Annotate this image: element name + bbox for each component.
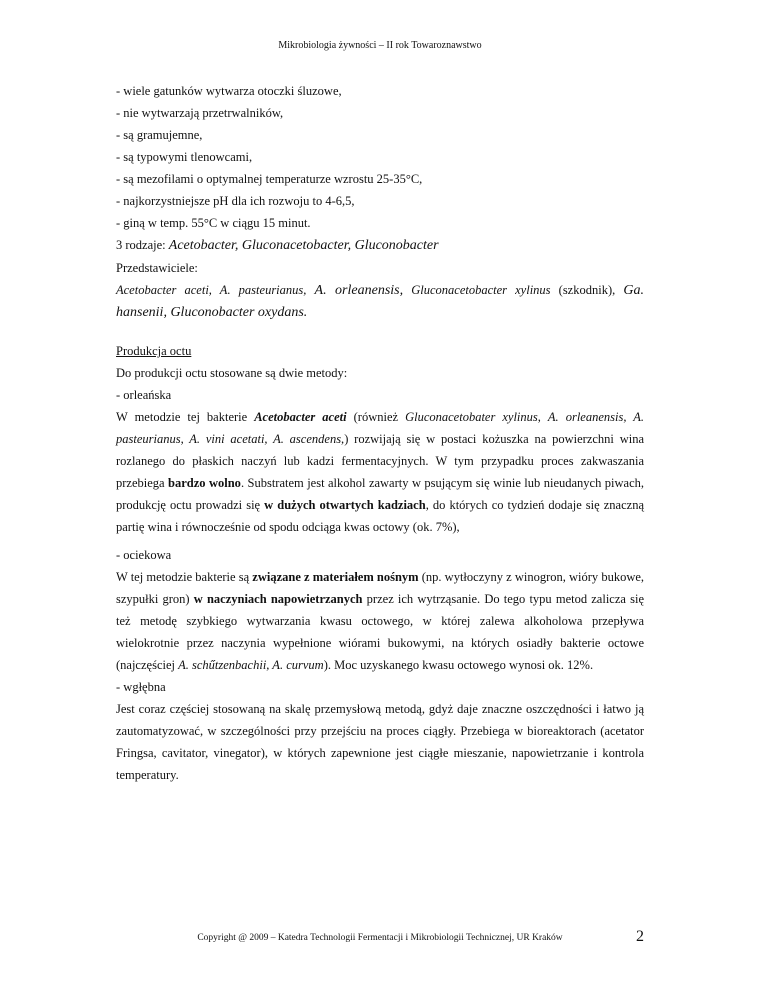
text-run: w dużych otwartych kadziach [264,498,426,512]
section-title: Produkcja octu [116,344,192,358]
genera-line [116,234,644,257]
rep-part: Gluconacetobacter xylinus [403,283,551,297]
trait-line: - nie wytwarzają przetrwalników, [116,106,284,120]
trait-line: - są mezofilami o optymalnej temperaturze wzrostu 25-35°C, [116,172,423,186]
trait-line: - są gramujemne, [116,128,203,142]
page-header: Mikrobiologia żywności – II rok Towaroznawstwo [278,40,482,51]
text-run: (również [346,410,406,424]
representatives-line-2: hansenii, Gluconobacter oxydans. [116,305,308,320]
text-run: , [537,410,548,424]
rep-part: Acetobacter aceti, A. pasteurianus, [116,283,315,297]
text-run: przez ich wytrząsanie. Do tego typu metod zalicza się też metodę szybkiego wytwarzania kwasu octowego, w której zalewa alkoholowa przepływa wielokrotnie przez naczynia wypełnione wiórami bukowymi, na których osiadły bakterie octowe (najczęściej [116,592,644,672]
paragraph-orleanska [116,406,644,538]
trait-line: - są typowymi tlenowcami, [116,150,253,164]
text-run: A. schűtzenbachii, A. curvum [178,658,324,672]
page-number: 2 [636,928,644,945]
text-run: W metodzie tej bakterie [116,410,255,424]
text-run: w naczyniach napowietrzanych [193,592,363,606]
text-run: ). Moc uzyskanego kwasu octowego wynosi ok. 12%. [323,658,594,672]
text-run: Gluconacetobater xylinus [405,410,538,424]
page-footer: Copyright @ 2009 – Katedra Technologii Fermentacji i Mikrobiologii Technicznej, UR Kraków [197,933,563,943]
paragraph-wglebna: Jest coraz częściej stosowaną na skalę przemysłową metodą, gdyż daje znaczne oszczędności i łatwo ją zautomatyzować, w szczególności przy przejściu na proces ciągły. Przebiega w bioreaktorach (acetator Fringsa, cavitator, vinegator), w których zapewnione jest ciągłe mieszanie, napowietrzanie i kontrola temperatury. [116,702,644,782]
page-content [116,80,644,786]
rep-part: (szkodnik), [550,283,624,297]
rep-part: Ga. [623,283,644,298]
method-label-ociekowa: - ociekowa [116,548,172,562]
text-run: ) rozwijają się w postaci kożuszka na powierzchni wina rozlanego do płaskich naczyń lub kadzi fermentacyjnych. W tym przypadku proces zakwaszania przebiega [116,432,644,490]
text-run: W tej metodzie bakterie są [116,570,253,584]
text-run: bardzo wolno [168,476,241,490]
representatives-label: Przedstawiciele: [116,261,198,275]
paragraph-ociekowa [116,566,644,676]
text-run: Acetobacter aceti [254,410,347,424]
text-run: , do których co tydzień dodaje się znaczną partię wina i równocześnie od spodu odciąga kwas octowy (ok. 7%), [116,498,645,534]
trait-line: - wiele gatunków wytwarza otoczki śluzowe, [116,84,342,98]
text-run: związane z materiałem nośnym [252,570,419,584]
text-run: A. orleanensis, A. pasteurianus, A. vini acetati, A. ascendens, [116,410,645,446]
genera-list: Acetobacter, Gluconacetobacter, Gluconobacter [168,238,439,253]
trait-line: - giną w temp. 55°C w ciągu 15 minut. [116,216,311,230]
trait-line: - najkorzystniejsze pH dla ich rozwoju to 4-6,5, [116,194,355,208]
genera-intro: 3 rodzaje: [116,238,169,252]
text-run: (np. wytłoczyny z winogron, wióry bukowe, szypułki gron) [116,570,645,606]
representatives-line-1 [116,279,644,302]
method-label-wglebna: - wgłębna [116,680,166,694]
production-intro: Do produkcji octu stosowane są dwie metody: [116,366,348,380]
text-run: . Substratem jest alkohol zawarty w psującym się winie lub nieudanych piwach, produkcję octu prowadzi się [116,476,645,512]
method-label-orleanska: - orleańska [116,388,172,402]
rep-part: A. orleanensis, [314,283,404,298]
